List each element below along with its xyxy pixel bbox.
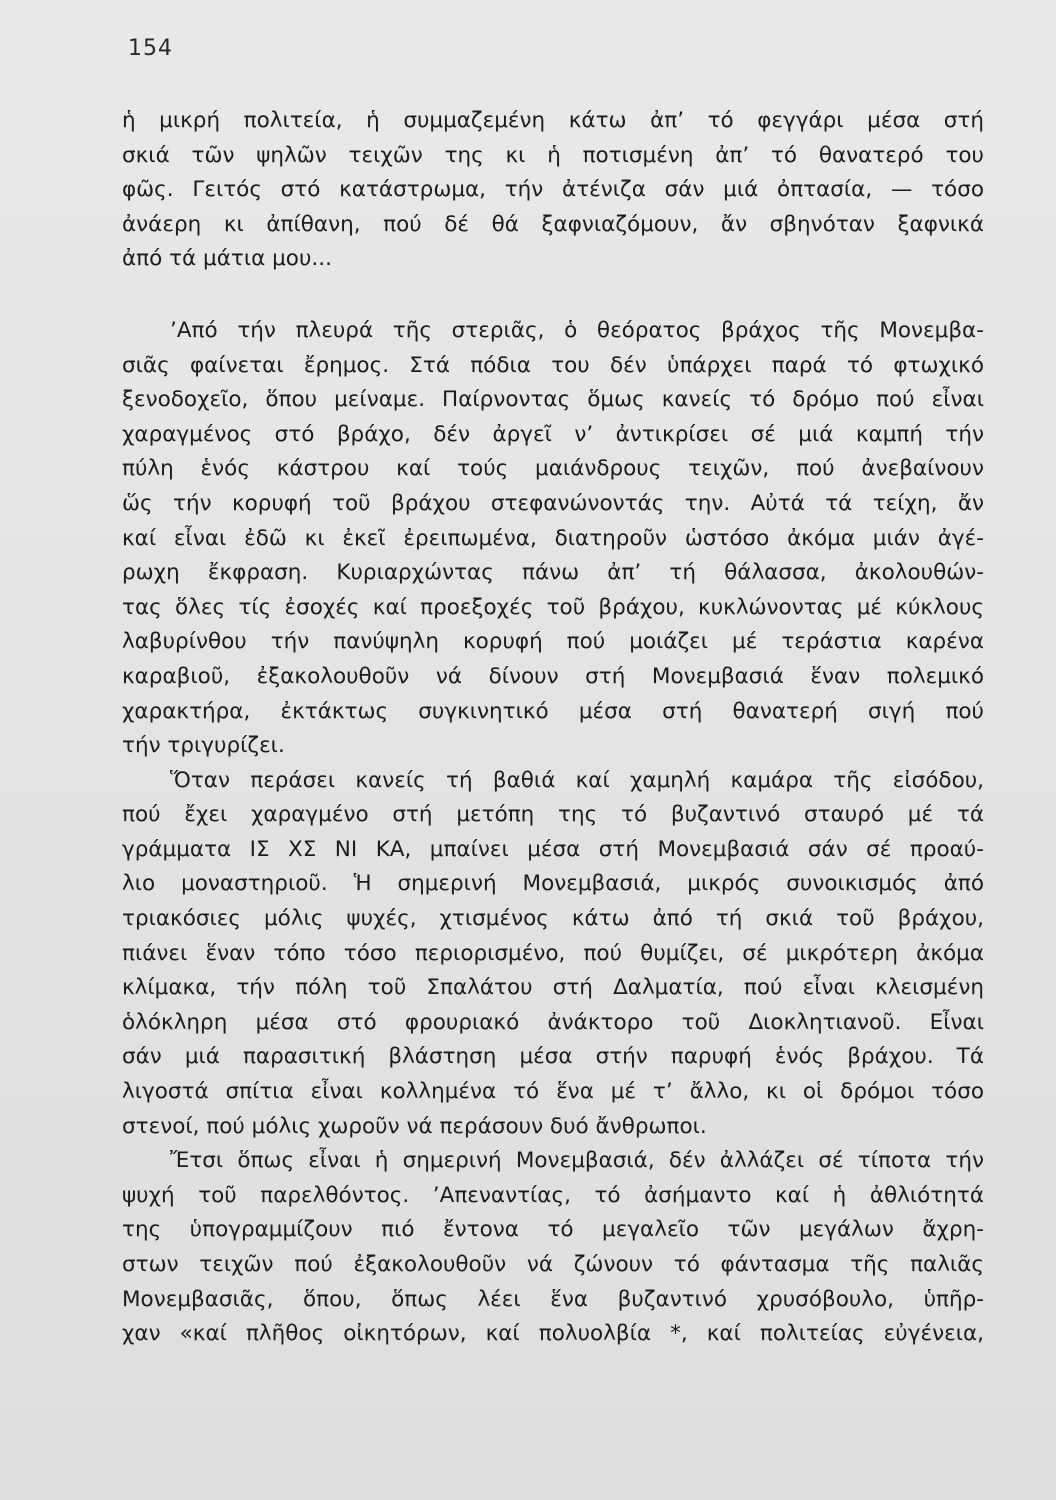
text-line: στενοί, πού μόλις χωροῦν νά περάσουν δυό ἄνθρωποι. (122, 1113, 707, 1139)
text-line: λιο μοναστηριοῦ. Ἡ σημερινή Μονεμβασιά, μικρός συνοικισμός ἀπό (122, 871, 984, 897)
body-text (122, 104, 984, 1352)
text-line: κλίμακα, τήν πόλη τοῦ Σπαλάτου στή Δαλματία, πού εἶναι κλεισμένη (122, 975, 984, 1001)
text-line: ἀπό τά μάτια μου... (122, 246, 332, 272)
text-line: στων τειχῶν πού ἐξακολουθοῦν νά ζώνουν τό φάντασμα τῆς παλιᾶς (122, 1252, 984, 1277)
text-line: Ὅταν περάσει κανείς τή βαθιά καί χαμηλή καμάρα τῆς εἰσόδου, (170, 767, 984, 793)
text-line: σκιά τῶν ψηλῶν τειχῶν της κι ἡ ποτισμένη ἀπ’ τό θανατερό του (122, 142, 984, 168)
text-line: ὥς τήν κορυφή τοῦ βράχου στεφανώνοντάς την. Αὐτά τά τείχη, ἄν (122, 490, 984, 516)
paragraph-gap (122, 277, 984, 314)
text-line: φῶς. Γειτός στό κατάστρωμα, τήν ἀτένιζα σάν μιά ὀπτασία, — τόσο (122, 177, 984, 203)
text-line: γράμματα ΙΣ ΧΣ ΝΙ ΚΑ, μπαίνει μέσα στή Μονεμβασιά σάν σέ προαύ- (122, 836, 984, 862)
paragraph-4 (122, 1144, 984, 1352)
text-line: ψυχή τοῦ παρελθόντος. ’Απεναντίας, τό ἀσήμαντο καί ἡ ἀθλιότητά (122, 1182, 984, 1208)
paragraph-1 (122, 104, 984, 277)
text-line: πού ἔχει χαραγμένο στή μετόπη της τό βυζαντινό σταυρό μέ τά (122, 802, 984, 828)
text-line: ξενοδοχεῖο, ὅπου μείναμε. Παίρνοντας ὅμως κανείς τό δρόμο πού εἶναι (122, 387, 984, 413)
text-line: της ὑπογραμμίζουν πιό ἔντονα τό μεγαλεῖο τῶν μεγάλων ἄχρη- (122, 1217, 984, 1243)
text-line: τριακόσιες μόλις ψυχές, χτισμένος κάτω ἀπό τή σκιά τοῦ βράχου, (122, 906, 984, 932)
text-line: πύλη ἑνός κάστρου καί τούς μαιάνδρους τειχῶν, πού ἀνεβαίνουν (122, 456, 984, 482)
paragraph-3 (122, 764, 984, 1145)
page-number: 154 (128, 36, 173, 61)
text-line: ρωχη ἔκφραση. Κυριαρχώντας πάνω ἀπ’ τή θάλασσα, ἀκολουθών- (122, 560, 984, 586)
text-line: πιάνει ἕναν τόπο τόσο περιορισμένο, πού θυμίζει, σέ μικρότερη ἀκόμα (122, 940, 984, 966)
text-line: ἀνάερη κι ἀπίθανη, πού δέ θά ξαφνιαζόμουν, ἄν σβηνόταν ξαφνικά (122, 211, 984, 237)
text-line: ἡ μικρή πολιτεία, ἡ συμμαζεμένη κάτω ἀπ’ τό φεγγάρι μέσα στή (122, 108, 984, 133)
text-line: καραβιοῦ, ἐξακολουθοῦν νά δίνουν στή Μονεμβασιά ἕναν πολεμικό (122, 663, 984, 689)
text-line: χαρακτήρα, ἐκτάκτως συγκινητικό μέσα στή θανατερή σιγή πού (122, 698, 984, 724)
text-line: λαβυρίνθου τήν πανύψηλη κορυφή πού μοιάζει μέ τεράστια καρένα (122, 629, 984, 655)
text-line: τας ὅλες τίς ἐσοχές καί προεξοχές τοῦ βράχου, κυκλώνοντας μέ κύκλους (122, 594, 984, 620)
text-line: ὁλόκληρη μέσα στό φρουριακό ἀνάκτορο τοῦ Διοκλητιανοῦ. Εἶναι (122, 1009, 984, 1035)
text-line: λιγοστά σπίτια εἶναι κολλημένα τό ἕνα μέ τ’ ἄλλο, κι οἱ δρόμοι τόσο (122, 1079, 984, 1105)
text-line: τήν τριγυρίζει. (122, 733, 285, 759)
text-line: σάν μιά παρασιτική βλάστηση μέσα στήν παρυφή ἑνός βράχου. Τά (122, 1044, 984, 1070)
text-line: Μονεμβασιᾶς, ὅπου, ὅπως λέει ἕνα βυζαντινό χρυσόβουλο, ὑπῆρ- (122, 1286, 984, 1312)
text-line: ’Από τήν πλευρά τῆς στεριᾶς, ὁ θεόρατος βράχος τῆς Μονεμβα- (170, 317, 984, 343)
text-line: χαραγμένος στό βράχο, δέν ἀργεῖ ν’ ἀντικρίσει σέ μιά καμπή τήν (122, 421, 984, 447)
paragraph-2 (122, 314, 984, 764)
text-line: Ἔτσι ὅπως εἶναι ἡ σημερινή Μονεμβασιά, δέν ἀλλάζει σέ τίποτα τήν (170, 1148, 984, 1174)
text-line: καί εἶναι ἐδῶ κι ἐκεῖ ἐρειπωμένα, διατηροῦν ὡστόσο ἀκόμα μιάν ἀγέ- (122, 525, 984, 551)
text-line: χαν «καί πλῆθος οἰκητόρων, καί πολυολβία *, καί πολιτείας εὐγένεια, (122, 1321, 984, 1347)
text-line: σιᾶς φαίνεται ἔρημος. Στά πόδια του δέν ὑπάρχει παρά τό φτωχικό (122, 352, 984, 378)
